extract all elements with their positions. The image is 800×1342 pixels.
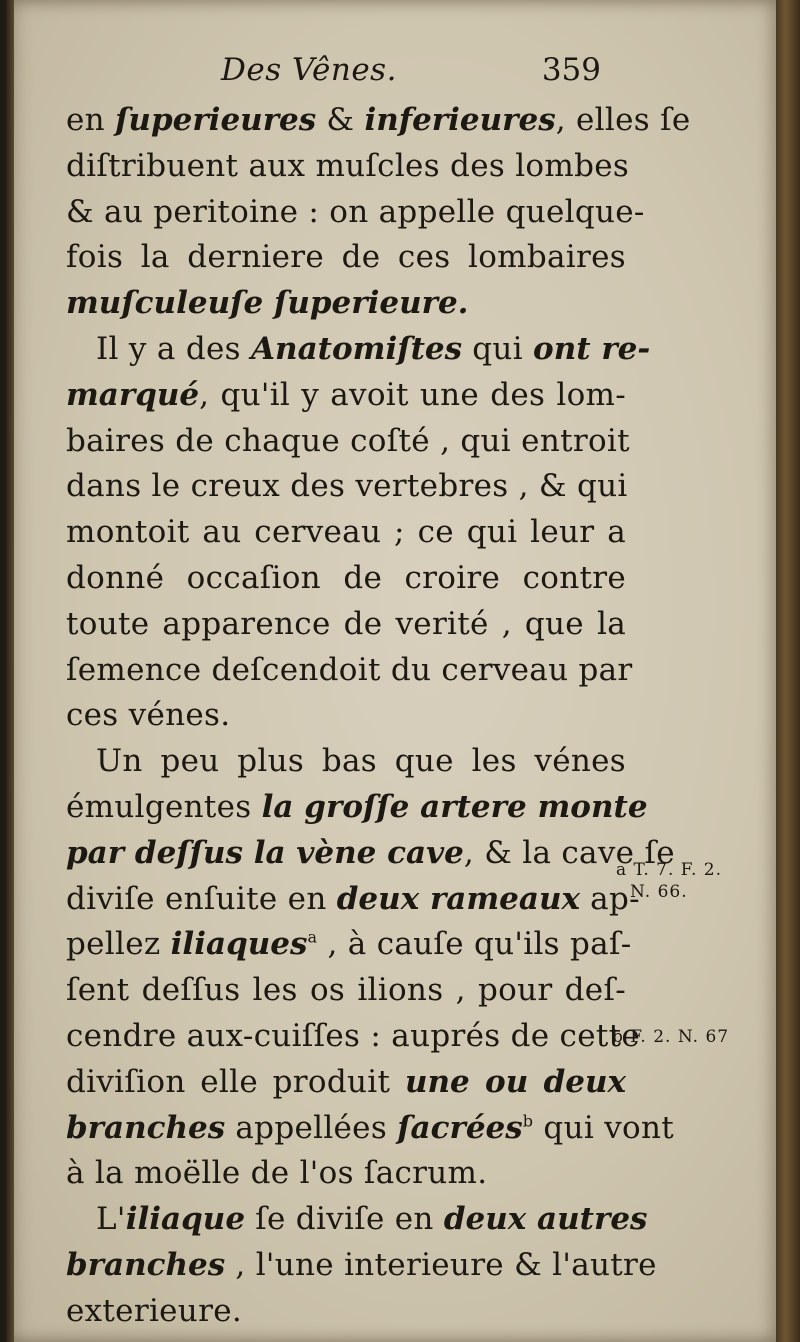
text-line — [66, 1243, 657, 1289]
text-line — [66, 1289, 626, 1335]
text-line — [66, 785, 648, 831]
text-line — [66, 648, 633, 694]
text-run: qui — [462, 330, 534, 367]
text-run: L' — [96, 1201, 126, 1238]
text-run: ap- — [580, 880, 640, 917]
text-run: , qu'il y avoit une des lom- — [199, 376, 626, 413]
text-run: diviſion elle produit — [66, 1063, 405, 1100]
text-line — [66, 510, 626, 556]
text-run: Il y a des — [96, 330, 251, 367]
text-line — [66, 922, 632, 968]
text-line — [66, 98, 691, 144]
text-run: Un peu plus bas que les vénes — [96, 743, 626, 780]
text-run: , & la cave ſe — [463, 834, 675, 871]
text-line — [66, 235, 626, 281]
page-header — [221, 52, 601, 96]
text-run: toute apparence de verité , que la — [66, 605, 626, 642]
text-run: montoit au cerveau ; ce qui leur a — [66, 514, 626, 551]
margin-note-b: b F. 2. N. 67 — [612, 1027, 730, 1047]
text-run: dans le creux des vertebres , & qui — [66, 468, 628, 505]
text-line — [66, 373, 626, 419]
text-run: , elles ſe — [555, 102, 691, 138]
italic-run: inferieures — [364, 102, 556, 138]
text-run: exterieure. — [66, 1292, 242, 1329]
text-run: , l'une interieure & l'autre — [225, 1246, 657, 1283]
text-line — [66, 1014, 641, 1060]
italic-run: deux rameaux — [336, 880, 581, 917]
text-run: qui vont — [533, 1109, 675, 1146]
text-run: ces vénes. — [66, 697, 231, 734]
italic-run: par deſſus la vène cave — [66, 834, 464, 871]
text-run: fois la derniere de ces lombaires — [66, 239, 626, 276]
text-line — [66, 602, 626, 648]
italic-run: iliaque — [125, 1201, 246, 1238]
text-line — [66, 831, 675, 877]
text-run: & — [316, 102, 365, 138]
margin-note-a-line2: N. 66. — [630, 882, 688, 902]
text-line — [66, 1197, 648, 1243]
text-run: appellées — [225, 1109, 398, 1146]
text-run: à la moëlle de l'os ſacrum. — [66, 1155, 488, 1192]
text-line — [66, 1060, 626, 1106]
text-run: cendre aux-cuiſſes : auprés de cette — [66, 1017, 641, 1054]
italic-run: une ou deux — [404, 1063, 626, 1100]
text-line — [66, 1151, 626, 1197]
text-line — [66, 693, 626, 739]
italic-run: Anatomiſtes — [250, 330, 463, 367]
text-line — [66, 877, 640, 923]
text-run: ſent deſſus les os ilions , pour deſ- — [66, 972, 626, 1009]
page-gutter-shadow — [6, 0, 14, 1342]
italic-run: branches — [66, 1109, 226, 1146]
text-run: , à cauſe qu'ils paſ- — [317, 926, 632, 963]
italic-run: la groſſe artere monte — [261, 788, 648, 825]
text-run: ſe diviſe en — [245, 1201, 444, 1238]
text-run: & au peritoine : on appelle quelque- — [66, 193, 645, 230]
text-run: diſtribuent aux muſcles des lombes — [66, 147, 630, 184]
text-run: diviſe enſuite en — [66, 880, 337, 917]
italic-run: branches — [66, 1246, 226, 1283]
text-line — [66, 1106, 675, 1152]
footnote-marker: a — [307, 928, 318, 948]
text-line — [66, 190, 645, 236]
footnote-marker: b — [522, 1111, 534, 1131]
text-line — [66, 327, 651, 373]
book-spine — [776, 0, 800, 1342]
italic-run: muſculeuſe ſuperieure. — [66, 285, 469, 322]
italic-run: ſuperieures — [115, 102, 317, 138]
italic-run: ont re- — [533, 330, 651, 367]
italic-run: marqué — [66, 376, 200, 413]
text-run: donné occaſion de croire contre — [66, 559, 626, 596]
running-title: Des Vênes. — [221, 52, 397, 88]
text-line — [66, 419, 630, 465]
text-run: baires de chaque coſté , qui entroit — [66, 422, 630, 459]
italic-run: ſacrées — [397, 1109, 523, 1146]
text-line — [66, 739, 626, 785]
text-line — [66, 144, 630, 190]
italic-run: deux autres — [443, 1201, 648, 1238]
text-run: en — [66, 102, 116, 138]
text-run: ſemence deſcendoit du cerveau par — [66, 651, 633, 688]
italic-run: iliaques — [170, 926, 308, 963]
book-page — [6, 0, 776, 1342]
margin-note-a-line1: a T. 7. F. 2. — [616, 860, 722, 880]
text-run: pellez — [66, 926, 171, 963]
text-line — [66, 556, 626, 602]
page-number: 359 — [541, 52, 601, 88]
text-line — [66, 968, 626, 1014]
text-line — [66, 464, 626, 510]
text-run: émulgentes — [66, 788, 262, 825]
text-line — [66, 281, 626, 327]
